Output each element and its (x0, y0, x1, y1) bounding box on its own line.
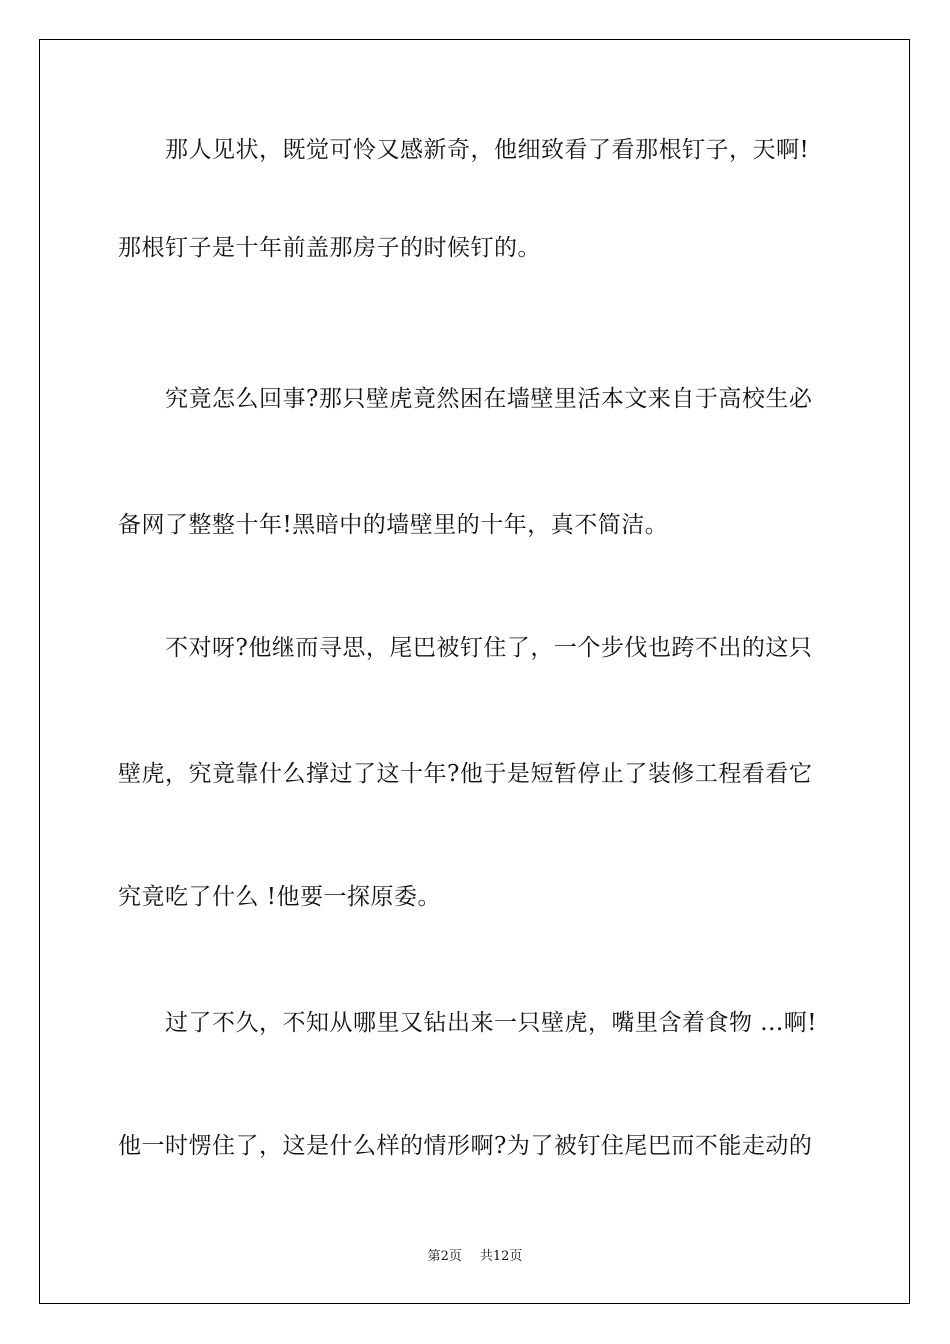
page-border (39, 39, 910, 1304)
paragraph-1-line-2: 那根钉子是十年前盖那房子的时候钉的。 (118, 235, 541, 261)
page-footer (0, 1248, 950, 1266)
page-total: 共12页 (479, 1249, 523, 1264)
paragraph-3-line-2: 壁虎，究竟靠什么撑过了这十年?他于是短暂停止了装修工程看看它 (118, 761, 813, 787)
page-number: 第2页 (427, 1249, 462, 1264)
paragraph-3-line-1: 不对呀?他继而寻思，尾巴被钉住了，一个步伐也跨不出的这只 (165, 635, 813, 661)
paragraph-2-line-1: 究竟怎么回事?那只壁虎竟然困在墙壁里活本文来自于高校生必 (165, 386, 813, 412)
paragraph-3-line-3: 究竟吃了什么 !他要一探原委。 (118, 884, 442, 910)
paragraph-4-line-2: 他一时愣住了，这是什么样的情形啊?为了被钉住尾巴而不能走动的 (118, 1133, 813, 1159)
paragraph-2-line-2: 备网了整整十年!黑暗中的墙壁里的十年，真不简洁。 (118, 512, 669, 538)
paragraph-4-line-1: 过了不久，不知从哪里又钻出来一只壁虎，嘴里含着食物 ...啊! (165, 1010, 817, 1036)
paragraph-1-line-1: 那人见状，既觉可怜又感新奇，他细致看了看那根钉子，天啊! (165, 137, 810, 163)
